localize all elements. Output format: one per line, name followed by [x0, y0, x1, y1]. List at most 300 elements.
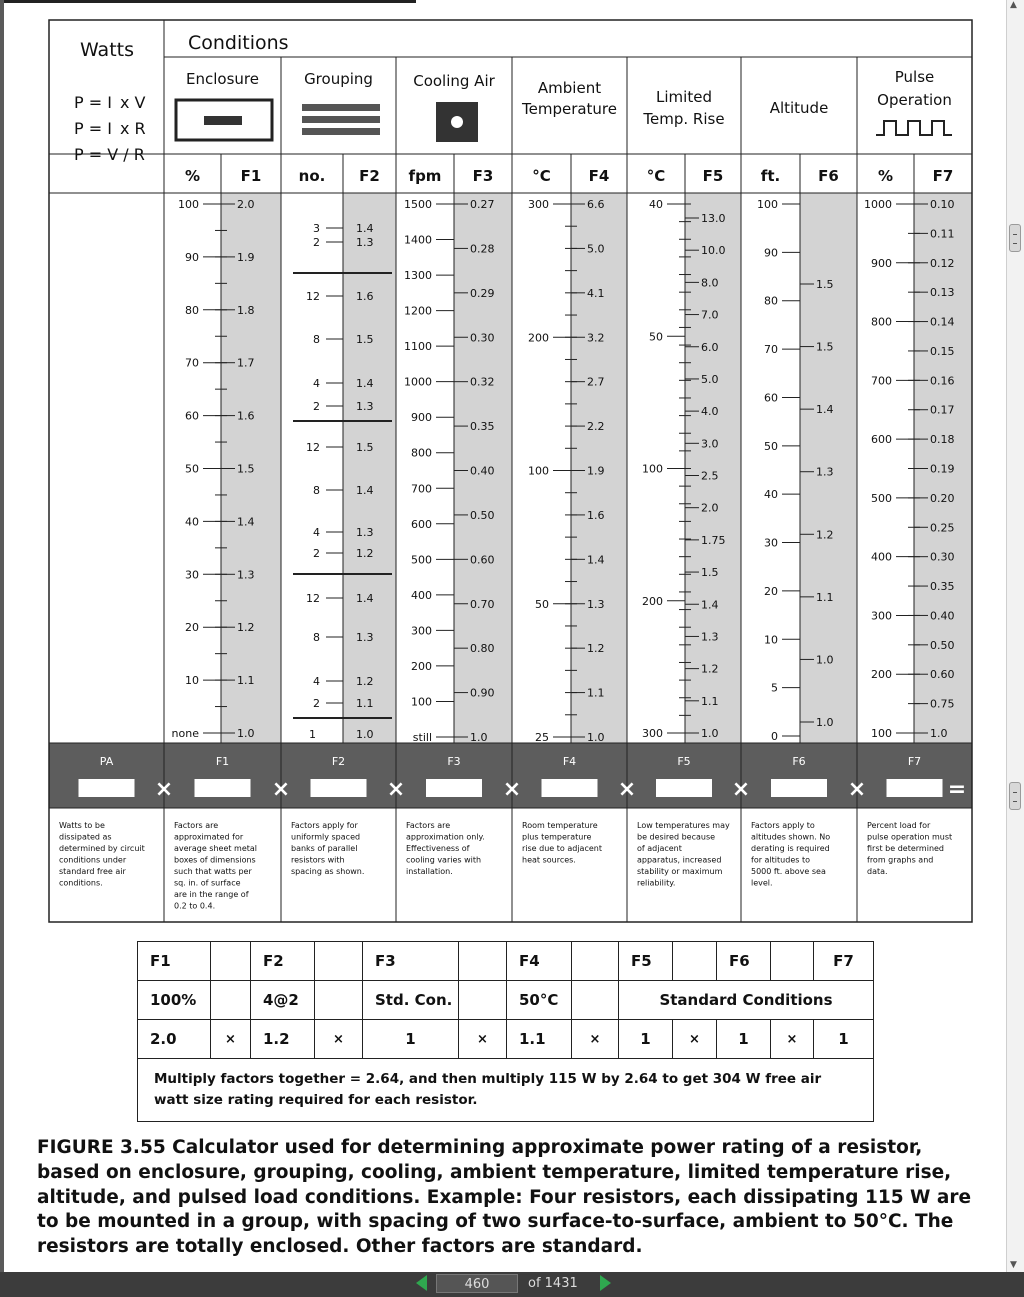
multiply-sign: ×	[847, 777, 867, 802]
f5-temp-label: 100	[642, 462, 663, 476]
f6-altitude-label: 5	[771, 681, 778, 695]
f6-altitude-label: 90	[764, 246, 778, 260]
fan-hub	[451, 116, 463, 128]
f1-factor-label: 1.7	[237, 356, 255, 370]
example-cond-f2: 4@2	[251, 981, 315, 1020]
multiply-sign: ×	[502, 777, 522, 802]
factor-label: F7	[932, 167, 954, 185]
scroll-down-icon[interactable]: ▼	[1010, 1260, 1017, 1270]
f4-factor-label: 1.2	[587, 642, 605, 656]
column-title: Enclosure	[186, 70, 259, 88]
f6-altitude-label: 70	[764, 343, 778, 357]
page-number-input[interactable]: 460	[436, 1274, 518, 1293]
example-value-row	[138, 1020, 874, 1059]
f6-altitude-label: 20	[764, 584, 778, 598]
example-value-f4: 1.1	[507, 1020, 572, 1059]
f3-factor-label: 0.28	[470, 242, 495, 256]
note-text: dissipated as	[59, 832, 112, 842]
note-text: data.	[867, 867, 888, 876]
f3-factor-label: 0.70	[470, 597, 495, 611]
f5-factor-label: 7.0	[701, 308, 719, 322]
note-text: Watts to be	[59, 821, 105, 830]
f2-count-label: 4	[313, 377, 320, 390]
note-text: stability or maximum	[637, 867, 723, 876]
f7-percent-label: 700	[871, 374, 892, 388]
f2-factor-label: 1.3	[356, 631, 374, 644]
f3-factor-label: 0.29	[470, 286, 495, 300]
column-title: Grouping	[304, 70, 373, 88]
scroll-thumb[interactable]	[1009, 782, 1021, 810]
f1-percent-label: 60	[185, 409, 199, 423]
f1-factor-label: 1.3	[237, 568, 255, 582]
example-header-f7: F7	[814, 942, 874, 981]
note-text: reliability.	[637, 878, 676, 888]
note-text: Effectiveness of	[406, 844, 470, 853]
f2-count-label: 12	[306, 592, 320, 605]
unit-label: °C	[532, 167, 551, 185]
f7-factor-label: 0.18	[930, 433, 955, 447]
f4-factor-label: 3.2	[587, 331, 605, 345]
example-header-f1: F1	[138, 942, 211, 981]
example-value-f6: 1	[717, 1020, 771, 1059]
f4-temp-label: 100	[528, 464, 549, 478]
f5-factor-label: 2.5	[701, 469, 719, 483]
watts-formula: P = I	[74, 93, 112, 112]
note-text: uniformly spaced	[291, 832, 361, 842]
unit-label: ft.	[760, 167, 781, 185]
f5-temp-label: 200	[642, 594, 663, 608]
band-input-box	[542, 779, 598, 797]
f3-fpm-label: 1400	[404, 233, 432, 247]
f4-factor-label: 2.7	[587, 375, 605, 389]
f3-factor-label: 0.30	[470, 331, 495, 345]
resistor-calculator-figure	[4, 0, 1006, 930]
f3-factor-label: 0.60	[470, 553, 495, 567]
multiply-sign: ×	[154, 777, 174, 802]
f1-percent-label: 70	[185, 356, 199, 370]
f7-factor-label: 0.60	[930, 668, 955, 682]
f2-count-label: 2	[313, 547, 320, 560]
f3-fpm-label: 100	[411, 695, 432, 709]
f3-fpm-label: 700	[411, 482, 432, 496]
f3-fpm-label: 900	[411, 411, 432, 425]
note-text: derating is required	[751, 844, 830, 853]
factor-label: F1	[240, 167, 262, 185]
note-text: determined by circuit	[59, 844, 145, 853]
note-text: are in the range of	[174, 890, 249, 899]
f1-factor-label: 1.6	[237, 409, 255, 423]
watts-formula: P = I	[74, 119, 112, 138]
f6-altitude-label: 60	[764, 391, 778, 405]
resistor-bank-icon	[302, 128, 380, 135]
f7-percent-label: 900	[871, 256, 892, 270]
multiply-sign: ×	[731, 777, 751, 802]
note-text: rise due to adjacent	[522, 844, 602, 853]
f5-temp-label: 50	[649, 330, 663, 344]
unit-label: no.	[298, 167, 326, 185]
f5-temp-label: 40	[649, 198, 663, 211]
f1-factor-label: 1.5	[237, 462, 255, 476]
f4-factor-label: 1.1	[587, 686, 605, 700]
f5-factor-label: 1.4	[701, 598, 719, 612]
f7-factor-label: 0.11	[930, 227, 955, 241]
f5-factor-label: 1.75	[701, 533, 726, 547]
unit-label: fpm	[408, 167, 442, 185]
note-text: of adjacent	[637, 844, 682, 853]
f3-fpm-label: 300	[411, 624, 432, 638]
times-sign: ×	[771, 1020, 814, 1059]
f6-factor-label: 1.2	[816, 528, 834, 542]
note-text: average sheet metal	[174, 844, 258, 853]
band-input-box	[426, 779, 482, 797]
f7-percent-label: 500	[871, 491, 892, 505]
note-text: Low temperatures may	[637, 821, 730, 830]
note-text: level.	[751, 878, 773, 888]
band-input-box	[79, 779, 135, 797]
multiply-sign: ×	[386, 777, 406, 802]
f7-percent-label: 400	[871, 550, 892, 564]
note-text: plus temperature	[522, 832, 592, 842]
f4-factor-label: 1.6	[587, 508, 605, 522]
f4-temp-label: 50	[535, 597, 549, 611]
f7-factor-label: 0.14	[930, 315, 955, 329]
note-text: from graphs and	[867, 855, 934, 865]
f6-factor-label: 1.0	[816, 653, 834, 667]
unit-label: °C	[646, 167, 666, 185]
f7-factor-label: 0.12	[930, 256, 955, 270]
resistor-bank-icon	[302, 104, 380, 111]
f1-factor-label: 1.8	[237, 303, 255, 317]
f5-factor-label: 1.3	[701, 630, 719, 644]
example-cond-f4: 50°C	[507, 981, 572, 1020]
f3-fpm-label: 200	[411, 659, 432, 673]
band-label: F2	[331, 755, 346, 768]
f2-factor-label: 1.4	[356, 377, 374, 390]
f2-count-label: 8	[313, 333, 320, 346]
note-text: 0.2 to 0.4.	[174, 901, 216, 911]
column-title: Cooling Air	[413, 72, 495, 90]
example-note: Multiply factors together = 2.64, and then multiply 115 W by 2.64 to get 304 W free air watt size rating required for each resistor.	[138, 1059, 874, 1122]
multiply-sign: ×	[271, 777, 291, 802]
factor-label: F2	[359, 167, 380, 185]
f1-percent-label: none	[171, 727, 199, 740]
factor-label: F3	[472, 167, 494, 185]
f3-fpm-label: 1200	[404, 304, 432, 318]
column-title: Limited	[656, 88, 712, 106]
note-text: be desired because	[637, 832, 716, 842]
note-text: Factors apply to	[751, 821, 815, 830]
times-sign: ×	[211, 1020, 251, 1059]
note-text: resistors with	[291, 855, 345, 865]
f3-factor-label: 0.80	[470, 642, 495, 656]
f4-factor-label: 2.2	[587, 420, 605, 434]
f4-factor-label: 5.0	[587, 242, 605, 256]
f2-count-label: 3	[313, 222, 320, 235]
f2-factor-label: 1.2	[356, 675, 374, 688]
f3-factor-label: 0.40	[470, 464, 495, 478]
f5-factor-label: 1.0	[701, 727, 719, 740]
f1-factor-label: 1.4	[237, 515, 255, 529]
f2-factor-label: 1.3	[356, 400, 374, 413]
f2-factor-label: 1.2	[356, 547, 374, 560]
f2-factor-label: 1.3	[356, 526, 374, 539]
f2-factor-label: 1.5	[356, 441, 374, 454]
f6-altitude-label: 40	[764, 488, 778, 502]
f6-altitude-label: 10	[764, 633, 778, 647]
scroll-up-icon[interactable]: ▲	[1010, 0, 1017, 10]
band-label: F4	[562, 755, 577, 768]
note-text: altitudes shown. No	[751, 832, 831, 842]
f2-count-label: 12	[306, 290, 320, 303]
factor-label: F4	[588, 167, 610, 185]
f5-temp-label: 300	[642, 727, 663, 740]
column-title: Ambient	[537, 79, 602, 97]
example-cond-f1: 100%	[138, 981, 211, 1020]
example-table	[137, 941, 873, 1122]
f2-count-label: 2	[313, 697, 320, 710]
page-navigation-bar	[0, 1272, 1024, 1297]
f1-percent-label: 40	[185, 515, 199, 529]
f7-percent-label: 600	[871, 433, 892, 447]
figure-caption: FIGURE 3.55 Calculator used for determining approximate power rating of a resistor, based on enclosure, grouping, cooling, ambient temperature, limited temperature rise, altitude, and pulsed load conditions. Example: Four resistors, each dissipating 115 W are to be mounted in a group, with spacing of two surface-to-surface, ambient to 50°C. The resistors are totally enclosed. Other factors are standard.	[37, 1137, 972, 1258]
example-condition-row	[138, 981, 874, 1020]
f3-factor-label: 1.0	[470, 731, 488, 744]
f1-percent-label: 50	[185, 462, 199, 476]
f4-factor-label: 1.3	[587, 597, 605, 611]
example-value-f7: 1	[814, 1020, 874, 1059]
band-label: F5	[677, 755, 691, 768]
f3-factor-label: 0.50	[470, 508, 495, 522]
scroll-thumb[interactable]	[1009, 224, 1021, 252]
f2-count-label: 8	[313, 484, 320, 497]
f6-altitude-label: 80	[764, 294, 778, 308]
note-text: first be determined	[867, 844, 945, 853]
note-text: approximation only.	[406, 832, 485, 842]
example-header-row	[138, 942, 874, 981]
f2-factor-label: 1.1	[356, 697, 374, 710]
note-text: such that watts per	[174, 867, 252, 876]
f2-factor-label: 1.4	[356, 484, 374, 497]
f3-factor-label: 0.35	[470, 420, 495, 434]
f2-factor-label: 1.0	[356, 728, 374, 741]
f6-factor-label: 1.0	[816, 716, 834, 729]
f3-fpm-label: 400	[411, 588, 432, 602]
note-text: banks of parallel	[291, 844, 358, 853]
f6-factor-label: 1.5	[816, 340, 834, 354]
note-text: conditions.	[59, 878, 103, 888]
conditions-label: Conditions	[188, 32, 289, 54]
note-text: Factors are	[174, 821, 219, 830]
f1-factor-label: 1.2	[237, 621, 255, 635]
f3-fpm-label: 1100	[404, 340, 432, 354]
f3-fpm-label: 500	[411, 553, 432, 567]
f5-factor-label: 6.0	[701, 340, 719, 354]
example-cond-f3: Std. Con.	[363, 981, 459, 1020]
f5-factor-label: 10.0	[701, 244, 726, 258]
band-label: F7	[907, 755, 922, 768]
f7-factor-label: 0.19	[930, 462, 955, 476]
f6-factor-label: 1.1	[816, 590, 834, 604]
f1-percent-label: 80	[185, 303, 199, 317]
equals-sign: =	[947, 777, 967, 802]
f7-factor-label: 0.20	[930, 491, 955, 505]
factor-label: F6	[818, 167, 839, 185]
f6-altitude-label: 50	[764, 439, 778, 453]
f6-altitude-label: 100	[757, 198, 778, 211]
example-header-f6: F6	[717, 942, 771, 981]
note-text: approximated for	[174, 832, 244, 842]
f5-factor-label: 2.0	[701, 501, 719, 515]
f1-percent-label: 90	[185, 250, 199, 264]
band-input-box	[311, 779, 367, 797]
f7-percent-label: 800	[871, 315, 892, 329]
f5-factor-label: 1.2	[701, 662, 719, 676]
f4-factor-label: 1.0	[587, 731, 605, 744]
f6-altitude-label: 30	[764, 536, 778, 550]
example-header-f2: F2	[251, 942, 315, 981]
f2-count-label: 4	[313, 675, 320, 688]
band-label: F6	[792, 755, 806, 768]
times-sign: ×	[315, 1020, 363, 1059]
f3-factor-label: 0.90	[470, 686, 495, 700]
example-value-f3: 1	[363, 1020, 459, 1059]
f2-count-label: 1	[309, 728, 316, 741]
f7-percent-label: 1000	[864, 198, 892, 211]
note-text: conditions under	[59, 855, 127, 865]
f6-factor-label: 1.5	[816, 278, 834, 291]
note-text: 5000 ft. above sea	[751, 867, 826, 876]
note-text: sq. in. of surface	[174, 878, 241, 888]
example-value-f2: 1.2	[251, 1020, 315, 1059]
example-cond-standard: Standard Conditions	[619, 981, 874, 1020]
example-value-f1: 2.0	[138, 1020, 211, 1059]
times-sign: ×	[673, 1020, 717, 1059]
f1-factor-label: 1.1	[237, 674, 255, 688]
f3-factor-label: 0.27	[470, 198, 495, 211]
pulse-icon	[876, 121, 952, 135]
band-label: F1	[215, 755, 230, 768]
f2-count-label: 4	[313, 526, 320, 539]
factor-shade	[343, 193, 396, 743]
f1-factor-label: 1.9	[237, 250, 255, 264]
column-title: Altitude	[769, 99, 829, 117]
column-title: Temp. Rise	[643, 110, 725, 128]
f4-factor-label: 4.1	[587, 286, 605, 300]
note-text: standard free air	[59, 867, 126, 876]
factor-label: F5	[702, 167, 724, 185]
note-text: pulse operation must	[867, 832, 953, 842]
note-text: Room temperature	[522, 821, 598, 830]
f5-factor-label: 4.0	[701, 405, 719, 419]
f2-count-label: 8	[313, 631, 320, 644]
f4-temp-label: 300	[528, 198, 549, 211]
f4-factor-label: 6.6	[587, 198, 605, 211]
unit-label: %	[877, 167, 894, 185]
column-title: Operation	[877, 91, 952, 109]
resistor-bank-icon	[302, 116, 380, 123]
f7-factor-label: 1.0	[930, 727, 948, 740]
f4-temp-label: 200	[528, 331, 549, 345]
watts-formula: P = V / R	[74, 145, 145, 164]
f3-fpm-label: 1300	[404, 269, 432, 283]
f4-factor-label: 1.4	[587, 553, 605, 567]
note-text: Factors are	[406, 821, 451, 830]
page-total-label: of 1431	[528, 1276, 578, 1291]
f6-factor-label: 1.3	[816, 465, 834, 479]
column-title: Pulse	[894, 68, 935, 86]
f2-count-label: 12	[306, 441, 320, 454]
f2-count-label: 2	[313, 236, 320, 249]
f3-fpm-label: 600	[411, 517, 432, 531]
note-text: installation.	[406, 867, 453, 876]
f7-factor-label: 0.35	[930, 580, 955, 594]
f5-factor-label: 1.5	[701, 566, 719, 580]
example-value-f5: 1	[619, 1020, 673, 1059]
note-text: spacing as shown.	[291, 867, 365, 876]
f7-factor-label: 0.25	[930, 521, 955, 535]
f2-factor-label: 1.3	[356, 236, 374, 249]
example-header-f3: F3	[363, 942, 459, 981]
vertical-scrollbar[interactable]	[1006, 0, 1024, 1272]
example-header-f4: F4	[507, 942, 572, 981]
f5-factor-label: 1.1	[701, 694, 719, 708]
next-page-icon[interactable]	[600, 1275, 611, 1291]
example-header-f5: F5	[619, 942, 673, 981]
f7-percent-label: 200	[871, 668, 892, 682]
note-text: cooling varies with	[406, 855, 482, 865]
times-sign: ×	[459, 1020, 507, 1059]
f5-factor-label: 5.0	[701, 372, 719, 386]
f3-fpm-label: 1000	[404, 375, 432, 389]
multiply-sign: ×	[617, 777, 637, 802]
f1-percent-label: 30	[185, 568, 199, 582]
band-input-box	[656, 779, 712, 797]
note-text: apparatus, increased	[637, 855, 722, 865]
f2-count-label: 2	[313, 400, 320, 413]
f7-factor-label: 0.75	[930, 697, 955, 711]
f7-factor-label: 0.50	[930, 638, 955, 652]
f7-factor-label: 0.16	[930, 374, 955, 388]
note-text: for altitudes to	[751, 855, 810, 865]
f4-factor-label: 1.9	[587, 464, 605, 478]
f3-factor-label: 0.32	[470, 375, 495, 389]
f4-temp-label: 25	[535, 731, 549, 744]
f7-factor-label: 0.15	[930, 344, 955, 358]
f1-percent-label: 10	[185, 674, 199, 688]
f7-factor-label: 0.10	[930, 198, 955, 211]
f1-percent-label: 100	[178, 198, 199, 211]
band-input-box	[195, 779, 251, 797]
times-sign: ×	[572, 1020, 619, 1059]
watts-formula: x R	[120, 119, 146, 138]
previous-page-icon[interactable]	[416, 1275, 427, 1291]
f7-percent-label: 100	[871, 727, 892, 740]
f2-factor-label: 1.4	[356, 222, 374, 235]
f7-factor-label: 0.17	[930, 403, 955, 417]
f5-factor-label: 3.0	[701, 437, 719, 451]
calculator-chart	[4, 0, 1006, 930]
column-title: Temperature	[521, 100, 618, 118]
band-input-box	[887, 779, 943, 797]
note-text: boxes of dimensions	[174, 855, 256, 865]
f3-fpm-label: still	[412, 731, 432, 744]
f2-factor-label: 1.6	[356, 290, 374, 303]
f5-factor-label: 8.0	[701, 276, 719, 290]
f7-factor-label: 0.30	[930, 550, 955, 564]
f7-percent-label: 300	[871, 609, 892, 623]
band-input-box	[771, 779, 827, 797]
watts-title: Watts	[79, 39, 135, 61]
